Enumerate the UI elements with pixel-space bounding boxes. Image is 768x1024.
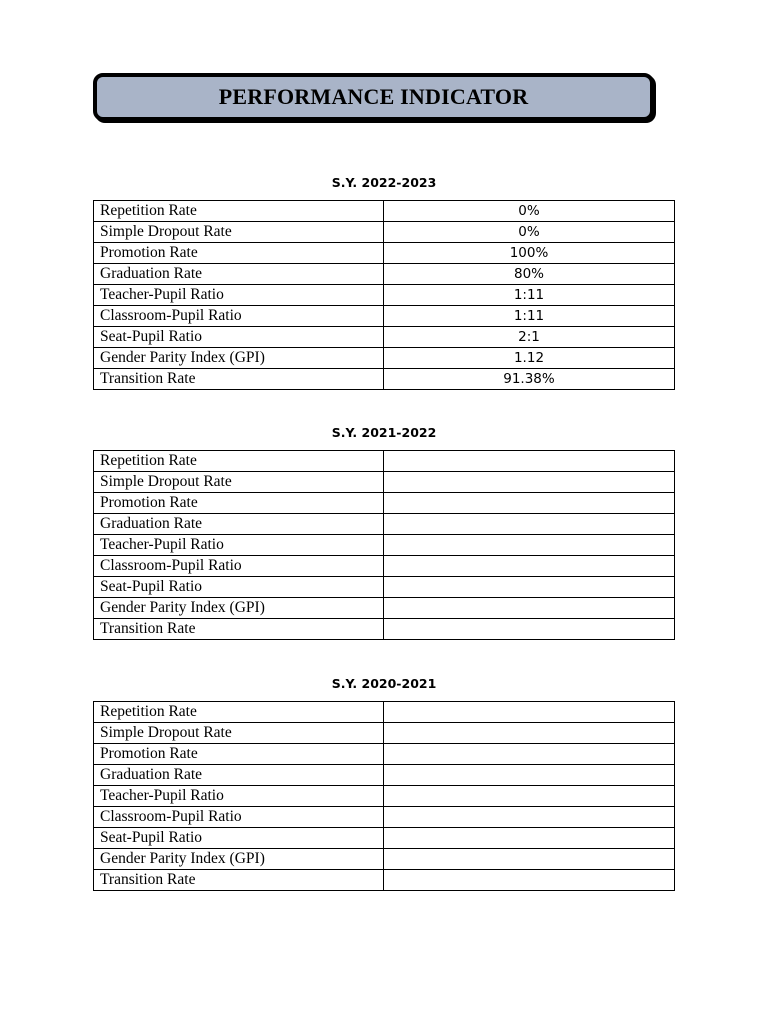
table-row bbox=[94, 306, 675, 327]
row-value bbox=[384, 451, 675, 472]
table-row bbox=[94, 201, 675, 222]
table-row bbox=[94, 807, 675, 828]
page-title: PERFORMANCE INDICATOR bbox=[218, 84, 529, 109]
row-value bbox=[384, 556, 675, 577]
row-value bbox=[384, 744, 675, 765]
table-row bbox=[94, 619, 675, 640]
row-label: Transition Rate bbox=[94, 369, 384, 390]
row-label: Classroom-Pupil Ratio bbox=[94, 556, 384, 577]
row-label: Seat-Pupil Ratio bbox=[94, 828, 384, 849]
row-value bbox=[384, 723, 675, 744]
row-value: 1:11 bbox=[384, 285, 675, 306]
row-value bbox=[384, 514, 675, 535]
row-value bbox=[384, 577, 675, 598]
table-row bbox=[94, 493, 675, 514]
row-value bbox=[384, 828, 675, 849]
row-value: 0% bbox=[384, 222, 675, 243]
row-value: 80% bbox=[384, 264, 675, 285]
row-label: Classroom-Pupil Ratio bbox=[94, 807, 384, 828]
row-label: Repetition Rate bbox=[94, 702, 384, 723]
row-label: Repetition Rate bbox=[94, 451, 384, 472]
table-row bbox=[94, 264, 675, 285]
section-sy-2021-2022 bbox=[93, 424, 675, 640]
row-label: Teacher-Pupil Ratio bbox=[94, 535, 384, 556]
table-row bbox=[94, 556, 675, 577]
row-label: Graduation Rate bbox=[94, 264, 384, 285]
row-value: 0% bbox=[384, 201, 675, 222]
row-value bbox=[384, 619, 675, 640]
table-row bbox=[94, 222, 675, 243]
table-row bbox=[94, 514, 675, 535]
row-label: Classroom-Pupil Ratio bbox=[94, 306, 384, 327]
indicator-table bbox=[93, 200, 675, 390]
row-value: 100% bbox=[384, 243, 675, 264]
row-label: Transition Rate bbox=[94, 619, 384, 640]
table-row bbox=[94, 577, 675, 598]
table-row bbox=[94, 348, 675, 369]
table-row bbox=[94, 828, 675, 849]
row-label: Gender Parity Index (GPI) bbox=[94, 598, 384, 619]
section-sy-2020-2021 bbox=[93, 675, 675, 891]
row-label: Gender Parity Index (GPI) bbox=[94, 849, 384, 870]
row-value bbox=[384, 849, 675, 870]
row-label: Simple Dropout Rate bbox=[94, 723, 384, 744]
row-value: 1:11 bbox=[384, 306, 675, 327]
table-row bbox=[94, 451, 675, 472]
row-value bbox=[384, 493, 675, 514]
table-row bbox=[94, 598, 675, 619]
table-row bbox=[94, 327, 675, 348]
row-value: 91.38% bbox=[384, 369, 675, 390]
section-sy-2022-2023 bbox=[93, 174, 675, 390]
row-label: Promotion Rate bbox=[94, 243, 384, 264]
row-label: Seat-Pupil Ratio bbox=[94, 327, 384, 348]
row-label: Simple Dropout Rate bbox=[94, 222, 384, 243]
row-value: 2:1 bbox=[384, 327, 675, 348]
table-row bbox=[94, 765, 675, 786]
row-label: Promotion Rate bbox=[94, 744, 384, 765]
table-row bbox=[94, 849, 675, 870]
indicator-table bbox=[93, 450, 675, 640]
title-banner bbox=[93, 73, 654, 121]
table-row bbox=[94, 535, 675, 556]
row-value bbox=[384, 702, 675, 723]
row-label: Simple Dropout Rate bbox=[94, 472, 384, 493]
row-label: Graduation Rate bbox=[94, 765, 384, 786]
table-row bbox=[94, 285, 675, 306]
row-value bbox=[384, 807, 675, 828]
indicator-table bbox=[93, 701, 675, 891]
row-value: 1.12 bbox=[384, 348, 675, 369]
row-value bbox=[384, 786, 675, 807]
row-label: Promotion Rate bbox=[94, 493, 384, 514]
table-row bbox=[94, 786, 675, 807]
row-label: Teacher-Pupil Ratio bbox=[94, 285, 384, 306]
row-label: Repetition Rate bbox=[94, 201, 384, 222]
table-row bbox=[94, 870, 675, 891]
row-value bbox=[384, 870, 675, 891]
row-value bbox=[384, 765, 675, 786]
table-row bbox=[94, 702, 675, 723]
row-value bbox=[384, 535, 675, 556]
table-row bbox=[94, 243, 675, 264]
table-row bbox=[94, 744, 675, 765]
row-value bbox=[384, 472, 675, 493]
row-label: Seat-Pupil Ratio bbox=[94, 577, 384, 598]
school-year-heading: S.Y. 2021-2022 bbox=[331, 425, 437, 440]
row-label: Transition Rate bbox=[94, 870, 384, 891]
table-row bbox=[94, 723, 675, 744]
row-label: Gender Parity Index (GPI) bbox=[94, 348, 384, 369]
row-label: Graduation Rate bbox=[94, 514, 384, 535]
school-year-heading: S.Y. 2020-2021 bbox=[331, 676, 437, 691]
table-row bbox=[94, 472, 675, 493]
school-year-heading: S.Y. 2022-2023 bbox=[331, 175, 437, 190]
row-label: Teacher-Pupil Ratio bbox=[94, 786, 384, 807]
table-row bbox=[94, 369, 675, 390]
row-value bbox=[384, 598, 675, 619]
